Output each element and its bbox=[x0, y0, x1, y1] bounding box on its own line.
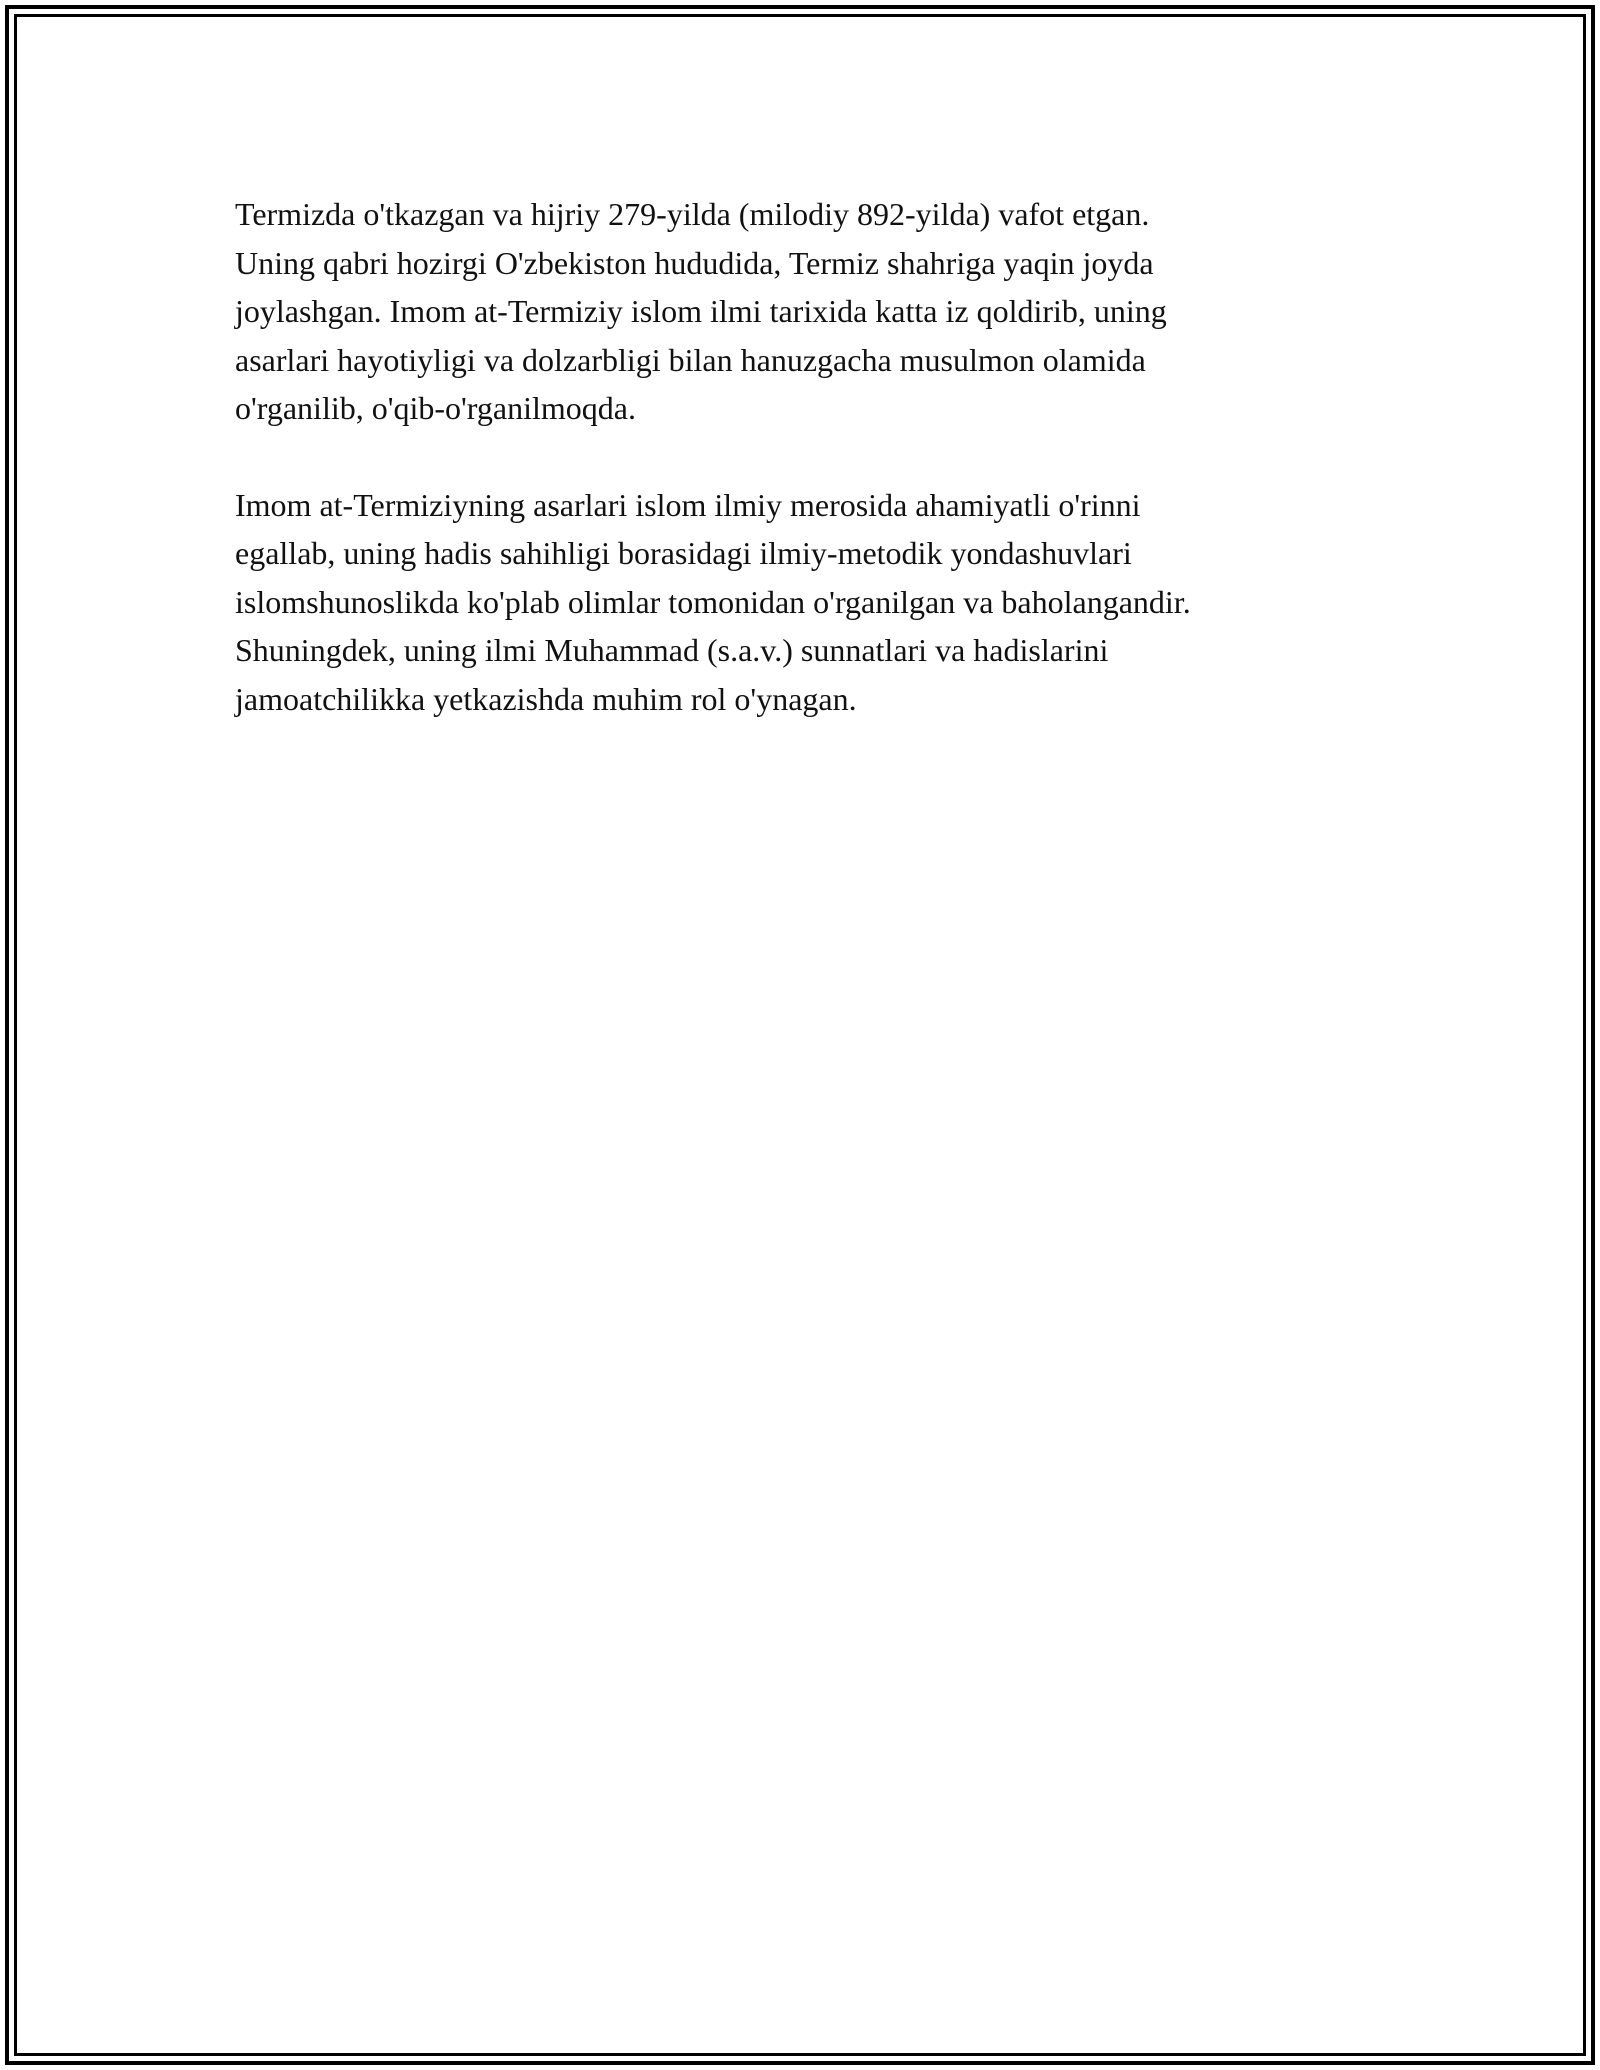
text-line: Shuningdek, uning ilmi Muhammad (s.a.v.) sunnatlari va hadislarini bbox=[235, 632, 1109, 668]
document-body bbox=[235, 190, 1365, 771]
text-line: asarlari hayotiyligi va dolzarbligi bilan hanuzgacha musulmon olamida bbox=[235, 341, 1146, 378]
text-line: joylashgan. Imom at-Termiziy islom ilmi tarixida katta iz qoldirib, uning bbox=[235, 293, 1167, 329]
text-line: Imom at-Termiziyning asarlari islom ilmiy merosida ahamiyatli o'rinni bbox=[235, 486, 1141, 523]
paragraph-2 bbox=[235, 481, 1365, 724]
text-line: o'rganilib, o'qib-o'rganilmoqda. bbox=[235, 390, 636, 426]
text-line: jamoatchilikka yetkazishda muhim rol o'ynagan. bbox=[235, 680, 857, 717]
text-line: Uning qabri hozirgi O'zbekiston hududida, Termiz shahriga yaqin joyda bbox=[235, 244, 1154, 281]
text-line: islomshunoslikda ko'plab olimlar tomonidan o'rganilgan va baholangandir. bbox=[235, 583, 1191, 620]
text-line: Termizda o'tkazgan va hijriy 279-yilda (milodiy 892-yilda) vafot etgan. bbox=[235, 196, 1150, 232]
paragraph-1 bbox=[235, 190, 1365, 433]
text-line: egallab, uning hadis sahihligi borasidagi ilmiy-metodik yondashuvlari bbox=[235, 535, 1132, 571]
